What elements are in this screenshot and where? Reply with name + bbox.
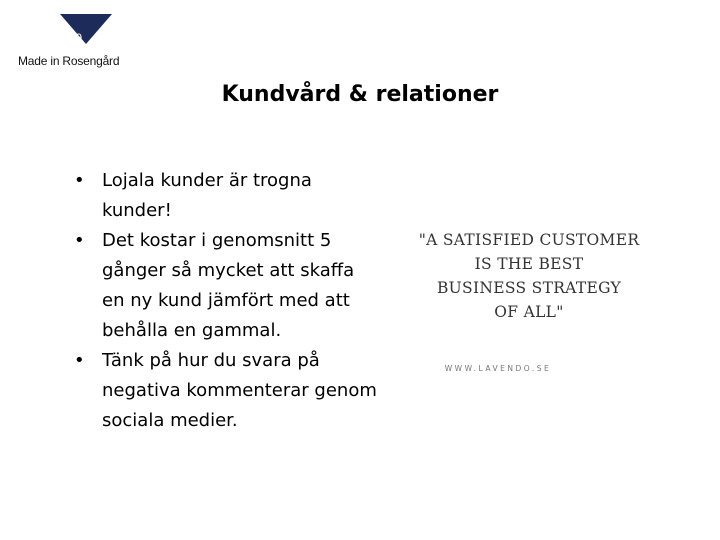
bullet-list: [74, 166, 379, 436]
slide-title: Kundvård & relationer: [221, 82, 499, 107]
list-item: [74, 226, 379, 346]
bullet-text: Lojala kunder är trogna kunder!: [102, 170, 312, 221]
logo-text: Made in Rosengård: [18, 54, 120, 68]
logo-mark: 040: [62, 31, 83, 45]
quote-url: WWW.LAVENDO.SE: [444, 364, 552, 373]
bullet-icon: •: [74, 230, 85, 251]
quote-image: [398, 218, 660, 388]
list-item: [74, 166, 379, 226]
bullet-text: Tänk på hur du svara på negativa kommenterar genom sociala medier.: [102, 350, 377, 431]
slide-title-container: [0, 82, 720, 107]
list-item: [74, 346, 379, 436]
bullet-text: Det kostar i genomsnitt 5 gånger så mycket att skaffa en ny kund jämfört med att behålla en gammal.: [102, 230, 355, 341]
bullet-icon: •: [74, 350, 85, 371]
logo: [14, 14, 144, 70]
quote-text: "A SATISFIED CUSTOMER IS THE BEST BUSINESS STRATEGY OF ALL": [418, 231, 640, 321]
bullet-icon: •: [74, 170, 85, 191]
